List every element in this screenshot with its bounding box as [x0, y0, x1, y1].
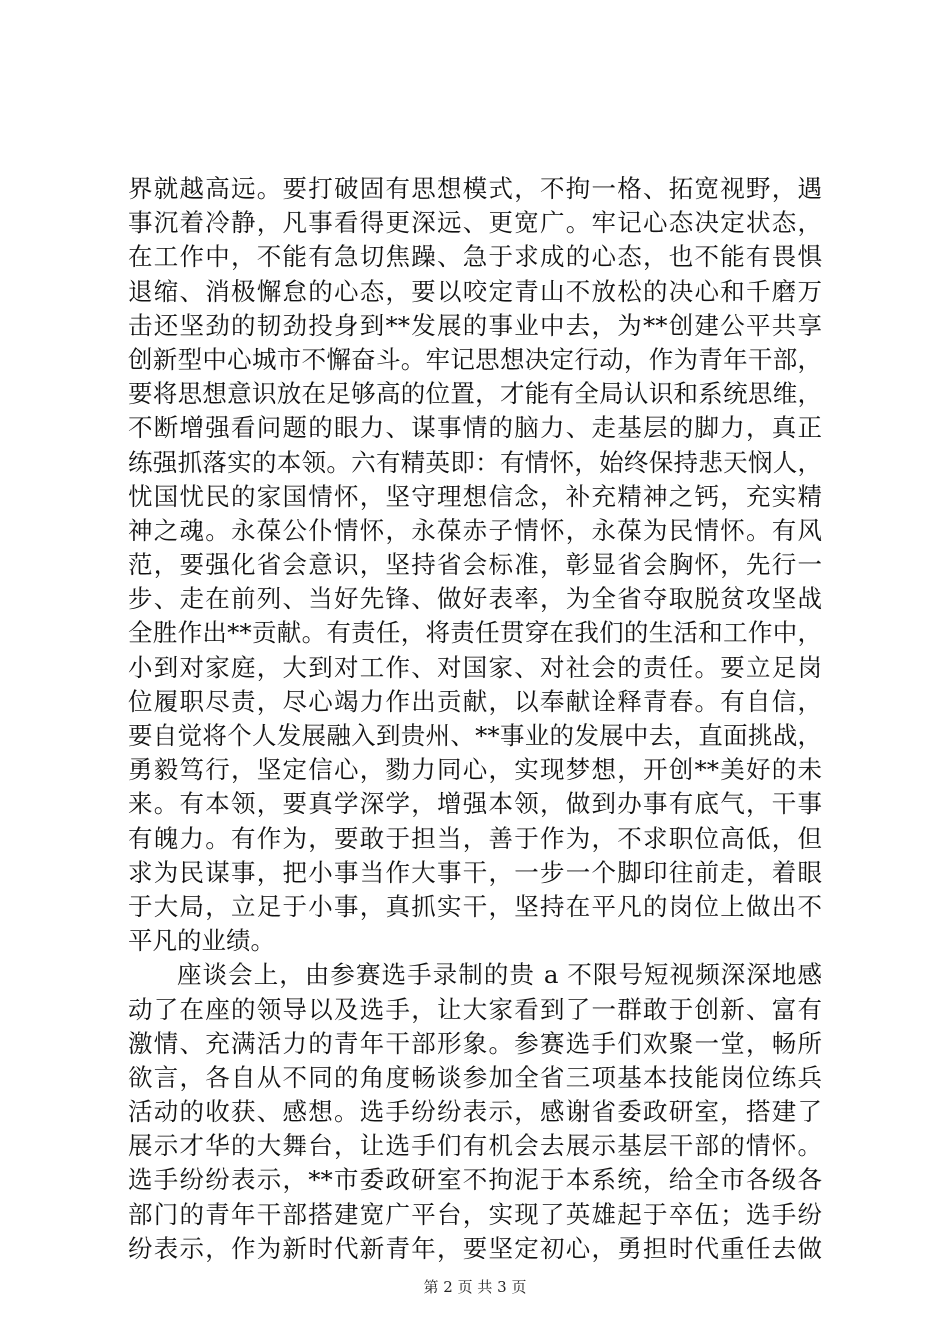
text-line: 不断增强看问题的眼力、谋事情的脑力、走基层的脚力，真正 [128, 413, 822, 443]
text-line: 全胜作出**贡献。有责任，将责任贯穿在我们的生活和工作中， [128, 618, 822, 648]
text-line: 击还坚劲的韧劲投身到**发展的事业中去，为**创建公平共享 [128, 310, 822, 340]
text-line: 创新型中心城市不懈奋斗。牢记思想决定行动，作为青年干部， [128, 344, 822, 374]
text-line: 活动的收获、感想。选手纷纷表示，感谢省委政研室，搭建了 [128, 1097, 822, 1127]
text-line: 求为民谋事，把小事当作大事干，一步一个脚印往前走，着眼 [128, 857, 822, 887]
text-line: 激情、充满活力的青年干部形象。参赛选手们欢聚一堂，畅所 [128, 1028, 822, 1058]
text-line: 要将思想意识放在足够高的位置，才能有全局认识和系统思维， [128, 379, 822, 409]
text-line: 在工作中，不能有急切焦躁、急于求成的心态，也不能有畏惧 [128, 242, 822, 272]
text-line: 小到对家庭，大到对工作、对国家、对社会的责任。要立足岗 [128, 652, 822, 682]
text-line: 纷表示，作为新时代新青年，要坚定初心，勇担时代重任去做 [128, 1233, 822, 1263]
text-line: 平凡的业绩。 [128, 926, 275, 956]
text-line: 于大局，立足于小事，真抓实干，坚持在平凡的岗位上做出不 [128, 891, 822, 921]
page-number-label: 第 2 页 共 3 页 [423, 1278, 527, 1296]
paragraph-2 [128, 958, 822, 1266]
text-line: 座谈会上，由参赛选手录制的贵 a 不限号短视频深深地感 [177, 960, 822, 990]
text-line: 欲言，各自从不同的角度畅谈参加全省三项基本技能岗位练兵 [128, 1062, 822, 1092]
text-line: 忧国忧民的家国情怀，坚守理想信念，补充精神之钙，充实精 [128, 481, 822, 511]
text-line: 动了在座的领导以及选手，让大家看到了一群敢于创新、富有 [128, 994, 822, 1024]
body-text [128, 172, 822, 1266]
paragraph-1 [128, 172, 822, 958]
page-footer [0, 1277, 950, 1297]
text-line: 勇毅笃行，坚定信心，勠力同心，实现梦想，开创**美好的未 [128, 755, 822, 785]
text-line: 有魄力。有作为，要敢于担当，善于作为，不求职位高低，但 [128, 823, 822, 853]
text-line: 退缩、消极懈怠的心态，要以咬定青山不放松的决心和千磨万 [128, 276, 822, 306]
text-line: 神之魂。永葆公仆情怀，永葆赤子情怀，永葆为民情怀。有风 [128, 515, 822, 545]
text-line: 事沉着冷静，凡事看得更深远、更宽广。牢记心态决定状态， [128, 208, 822, 238]
text-line: 界就越高远。要打破固有思想模式，不拘一格、拓宽视野，遇 [128, 174, 822, 203]
text-line: 选手纷纷表示，**市委政研室不拘泥于本系统，给全市各级各 [128, 1165, 822, 1195]
text-line: 范，要强化省会意识，坚持省会标准，彰显省会胸怀，先行一 [128, 550, 822, 580]
text-line: 位履职尽责，尽心竭力作出贡献，以奉献诠释青春。有自信， [128, 686, 822, 716]
text-line: 步、走在前列、当好先锋、做好表率，为全省夺取脱贫攻坚战 [128, 584, 822, 614]
text-line: 要自觉将个人发展融入到贵州、**事业的发展中去，直面挑战， [128, 721, 822, 750]
text-line: 部门的青年干部搭建宽广平台，实现了英雄起于卒伍；选手纷 [128, 1199, 822, 1229]
text-line: 来。有本领，要真学深学，增强本领，做到办事有底气，干事 [128, 789, 822, 819]
text-line: 练强抓落实的本领。六有精英即：有情怀，始终保持悲天悯人， [128, 447, 822, 477]
text-line: 展示才华的大舞台，让选手们有机会去展示基层干部的情怀。 [128, 1131, 822, 1161]
